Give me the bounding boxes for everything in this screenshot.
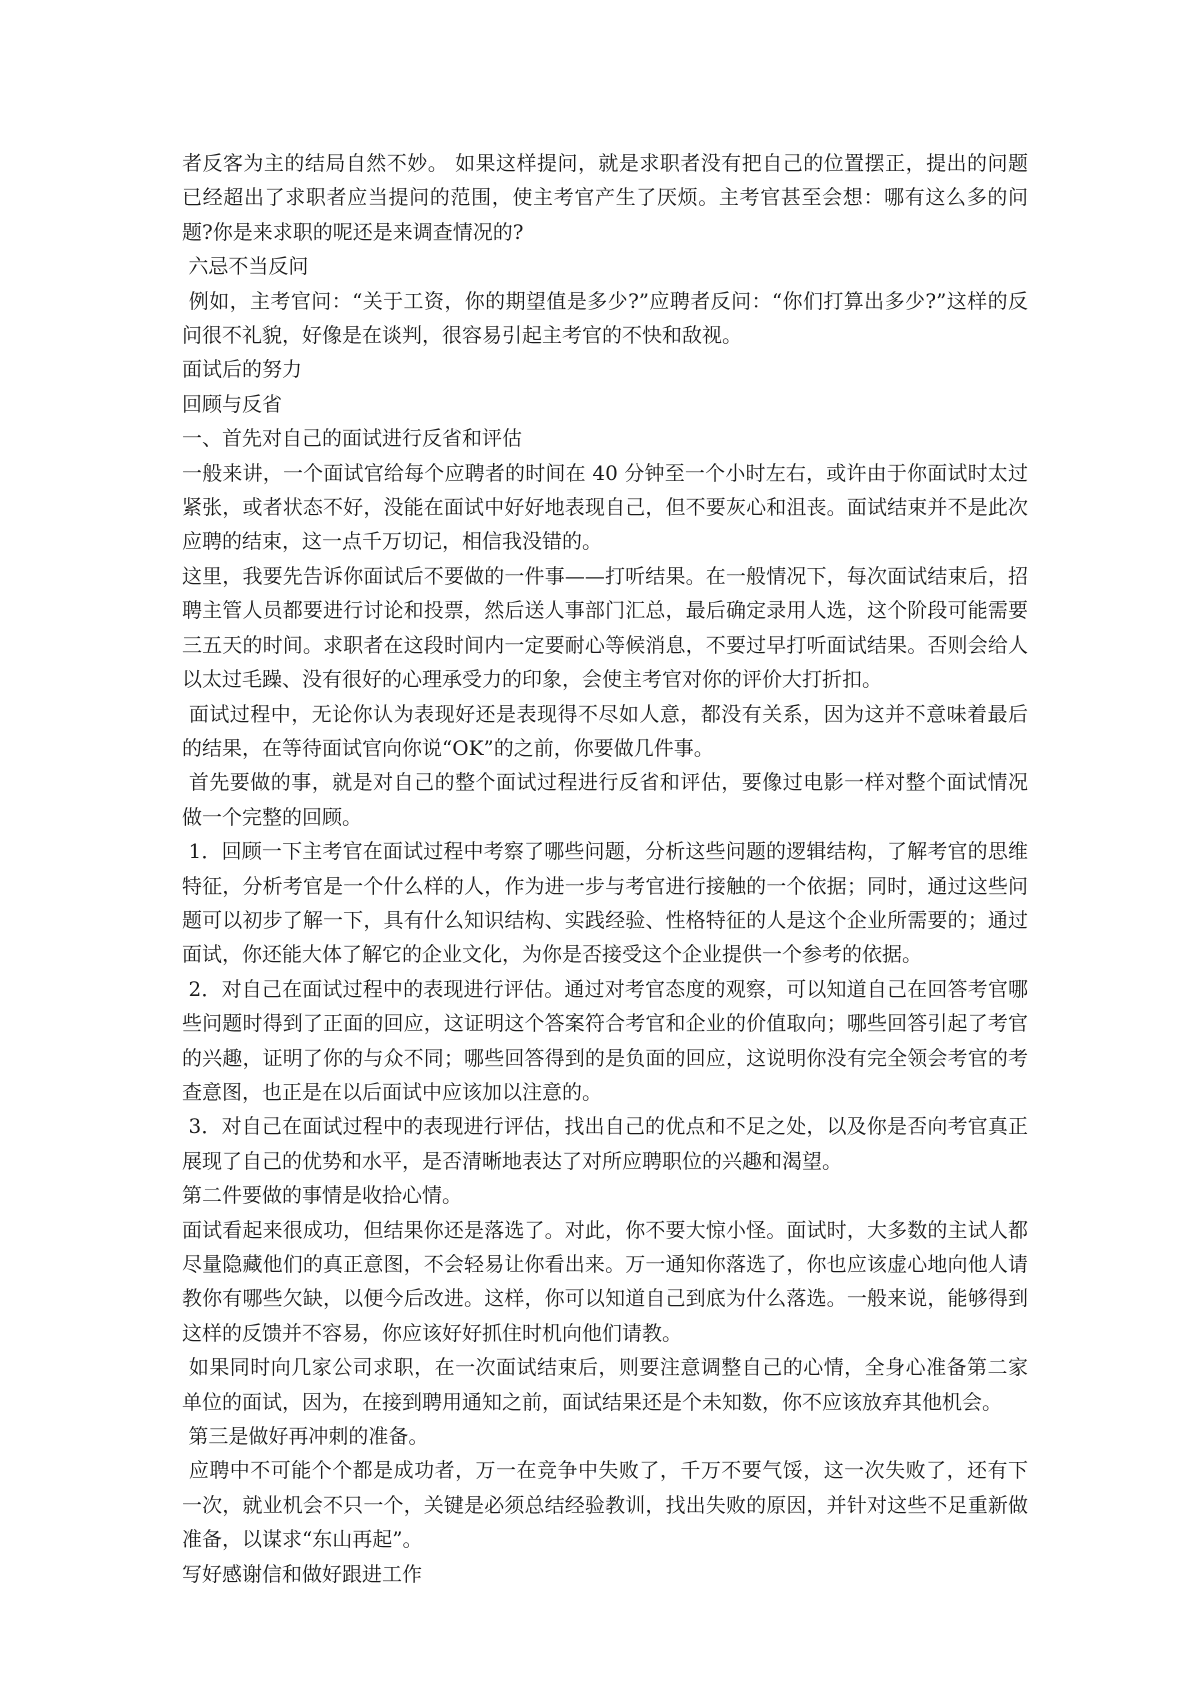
section-heading: 面试后的努力 — [182, 357, 302, 382]
paragraph: 面试过程中，无论你认为表现好还是表现得不尽如人意，都没有关系，因为这并不意味着最后的结果，在等待面试官向你说“OK”的之前，你要做几件事。 — [182, 701, 1029, 760]
paragraph: 首先要做的事，就是对自己的整个面试过程进行反省和评估，要像过电影一样对整个面试情况做一个完整的回顾。 — [182, 770, 1029, 829]
paragraph: 如果同时向几家公司求职，在一次面试结束后，则要注意调整自己的心情，全身心准备第二家单位的面试，因为，在接到聘用通知之前，面试结果还是个未知数，你不应该放弃其他机会。 — [182, 1355, 1029, 1414]
list-item: 2．对自己在面试过程中的表现进行评估。通过对考官态度的观察，可以知道自己在回答考官哪些问题时得到了正面的回应，这证明这个答案符合考官和企业的价值取向；哪些回答引起了考官的兴趣，证明了你的与众不同；哪些回答得到的是负面的回应，这说明你没有完全领会考官的考查意图，也正是在以后面试中应该加以注意的。 — [182, 976, 1028, 1104]
list-item: 1．回顾一下主考官在面试过程中考察了哪些问题，分析这些问题的逻辑结构，了解考官的思维特征，分析考官是一个什么样的人，作为进一步与考官进行接触的一个依据；同时，通过这些问题可以初步了解一下，具有什么知识结构、实践经验、性格特征的人是这个企业所需要的；通过面试，你还能大体了解它的企业文化，为你是否接受这个企业提供一个参考的依据。 — [182, 839, 1028, 967]
paragraph: 应聘中不可能个个都是成功者，万一在竞争中失败了，千万不要气馁，这一次失败了，还有下一次，就业机会不只一个，关键是必须总结经验教训，找出失败的原因，并针对这些不足重新做准备，以谋求“东山再起”。 — [182, 1458, 1029, 1552]
section-heading: 第二件要做的事情是收拾心情。 — [182, 1183, 462, 1208]
section-heading: 一、首先对自己的面试进行反省和评估 — [182, 426, 522, 451]
paragraph: 面试看起来很成功，但结果你还是落选了。对此，你不要大惊小怪。面试时，大多数的主试人都尽量隐藏他们的真正意图，不会轻易让你看出来。万一通知你落选了，你也应该虚心地向他人请教你有哪些欠缺，以便今后改进。这样，你可以知道自己到底为什么落选。一般来说，能够得到这样的反馈并不容易，你应该好好抓住时机向他们请教。 — [182, 1217, 1028, 1345]
paragraph: 者反客为主的结局自然不妙。 如果这样提问，就是求职者没有把自己的位置摆正，提出的问题已经超出了求职者应当提问的范围，使主考官产生了厌烦。主考官甚至会想：哪有这么多的问题?你是来求职的呢还是来调查情况的? — [182, 151, 1028, 244]
section-heading: 第三是做好再冲刺的准备。 — [182, 1424, 429, 1449]
paragraph: 一般来讲，一个面试官给每个应聘者的时间在 40 分钟至一个小时左右，或许由于你面试时太过紧张，或者状态不好，没能在面试中好好地表现自己，但不要灰心和沮丧。面试结束并不是此次应聘的结束，这一点千万切记，相信我没错的。 — [182, 460, 1028, 554]
section-heading: 写好感谢信和做好跟进工作 — [182, 1561, 422, 1586]
paragraph: 例如，主考官问：“关于工资，你的期望值是多少?”应聘者反问：“你们打算出多少?”这样的反问很不礼貌，好像是在谈判，很容易引起主考官的不快和敌视。 — [182, 288, 1029, 348]
section-heading: 回顾与反省 — [182, 391, 282, 416]
document-body — [182, 146, 1028, 1591]
section-heading: 六忌不当反问 — [182, 254, 309, 279]
paragraph: 这里，我要先告诉你面试后不要做的一件事——打听结果。在一般情况下，每次面试结束后，招聘主管人员都要进行讨论和投票，然后送人事部门汇总，最后确定录用人选，这个阶段可能需要三五天的时间。求职者在这段时间内一定要耐心等候消息，不要过早打听面试结果。否则会给人以太过毛躁、没有很好的心理承受力的印象，会使主考官对你的评价大打折扣。 — [182, 563, 1028, 692]
list-item: 3．对自己在面试过程中的表现进行评估，找出自己的优点和不足之处，以及你是否向考官真正展现了自己的优势和水平，是否清晰地表达了对所应聘职位的兴趣和渴望。 — [182, 1114, 1028, 1173]
